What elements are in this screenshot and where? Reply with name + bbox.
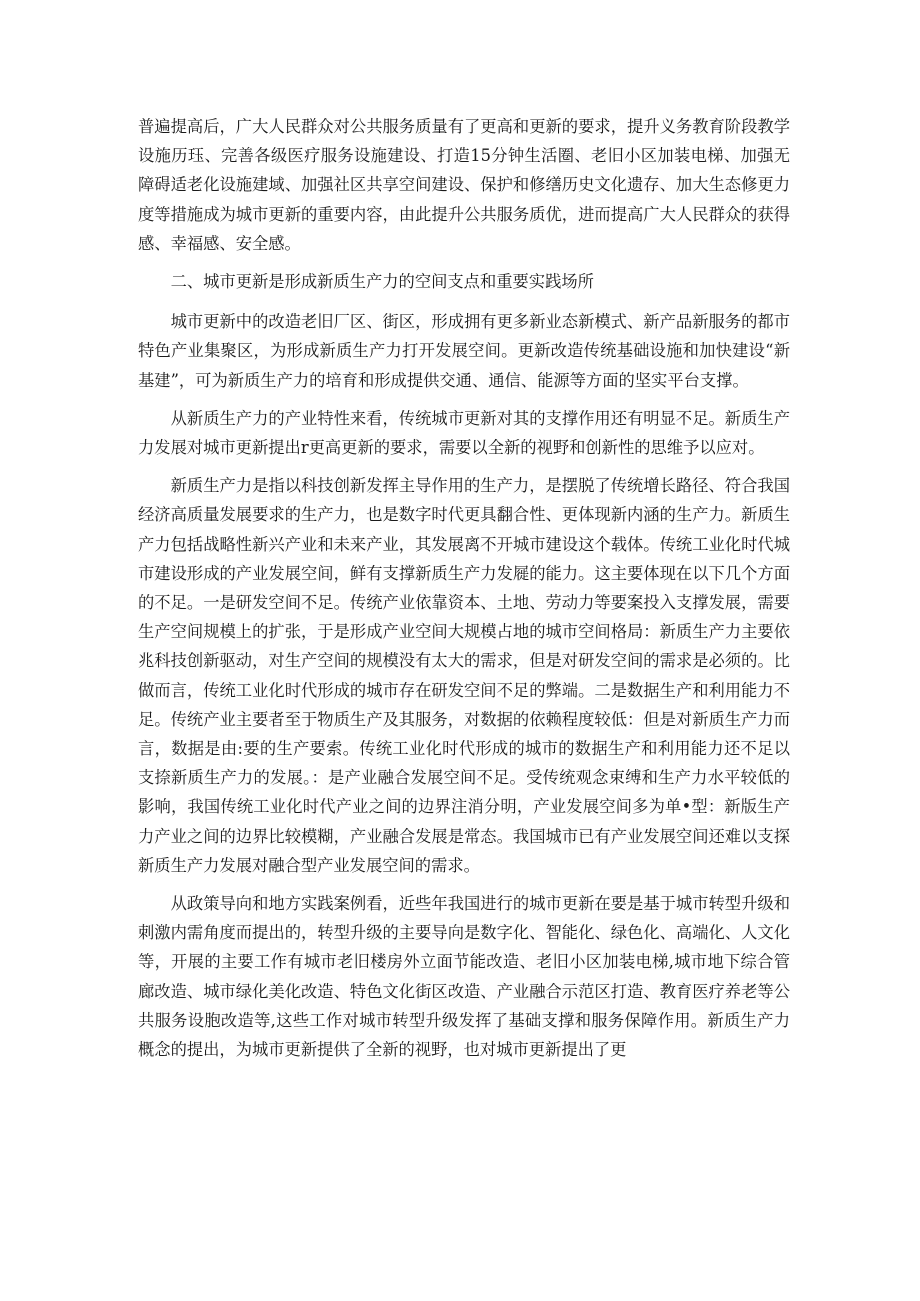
document-body [138, 112, 790, 1073]
paragraph: 从新质生产力的产业特性来看，传统城市更新对其的支撑作用还有明显不足。新质生产力发展对城市更新提出r更高更新的要求，需要以全新的视野和创新性的思维予以应对。 [138, 408, 790, 458]
paragraph: 城市更新中的改造老旧厂区、街区，形成拥有更多新业态新模式、新产品新服务的都市特色产业集聚区，为形成新质生产力打开发展空间。更新改造传统基础设施和加快建设“新基建”，可为新质生产力的培育和形成提供交通、通信、能源等方面的坚实平台支撑。 [138, 312, 790, 390]
paragraph: 新质生产力是指以科技创新发挥主导作用的生产力，是摆脱了传统增长路径、符合我国经济高质量发展要求的生产力，也是数字时代更具翻合性、更体现新内涵的生产力。新质生产力包括战略性新兴产业和未来产业，其发展离不开城市建设这个载体。传统工业化时代城市建设形成的产业发展空间，鲜有支撑新质生产力发屣的能力。这主要体现在以下几个方面的不足。一是研发空间不足。传统产业依靠资本、土地、劳动力等要案投入支撑发展，需要生产空间规模上的扩张，于是形成产业空间大规模占地的城市空间格局：新质生产力主要依兆科技创新驱动，对生产空间的规模没有太大的需求，但是对研发空间的需求是必须的。比做而言，传统工业化时代形成的城市存在研发空间不足的弊端。二是数据生产和利用能力不足。传统产业主要者至于物质生产及其服务，对数据的依赖程度较低：但是对新质生产力而言，数据是由:要的生产要索。传统工业化时代形成的城市的数据生产和利用能力还不足以支捺新质生产力的发展。：是产业融合发展空间不足。受传统观念束缚和生产力水平较低的影响，我国传统工业化时代产业之间的边界注消分明，产业发展空间多为单•型：新版生产力产业之间的边界比较模糊，产业融合发展是常态。我国城市已有产业发展空间还难以支探新质生产力发展对融合型产业发展空间的需求。 [138, 476, 790, 875]
paragraph-continuation: 普遍提高后，广大人民群众对公共服务质量有了更高和更新的要求，提升义务教育阶段教学设施历珏、完善各级医疗服务设施建设、打造15分钟生活圈、老旧小区加装电梯、加强无障碍适老化设施建域、加强社区共享空间建设、保护和修缮历史文化遗存、加大生态修更力度等措施成为城市更新的重要内容，由此提升公共服务质优，进而提高广大人民群众的获得感、幸福感、安全感。 [138, 117, 790, 253]
paragraph: 从政策导向和地方实践案例看，近些年我国进行的城市更新在要是基于城市转型升级和刺激内需角度而提出的，转型升级的主要导向是数字化、智能化、绿色化、高端化、人文化等，开展的主要工作有城市老旧楼房外立面节能改造、老旧小区加装电梯,城市地下综合管廊改造、城市绿化美化改造、特色文化街区改造、产业融合示范区打造、教育医疗养老等公共服务设胞改造等,这些工作对城市转型升级发挥了基础支撑和服务保障作用。新质生产力概念的提出，为城市更新提供了全新的视野，也对城市更新提出了更 [138, 894, 790, 1060]
section-heading: 二、城市更新是形成新质生产力的空间支点和重要实践场所 [170, 272, 594, 292]
